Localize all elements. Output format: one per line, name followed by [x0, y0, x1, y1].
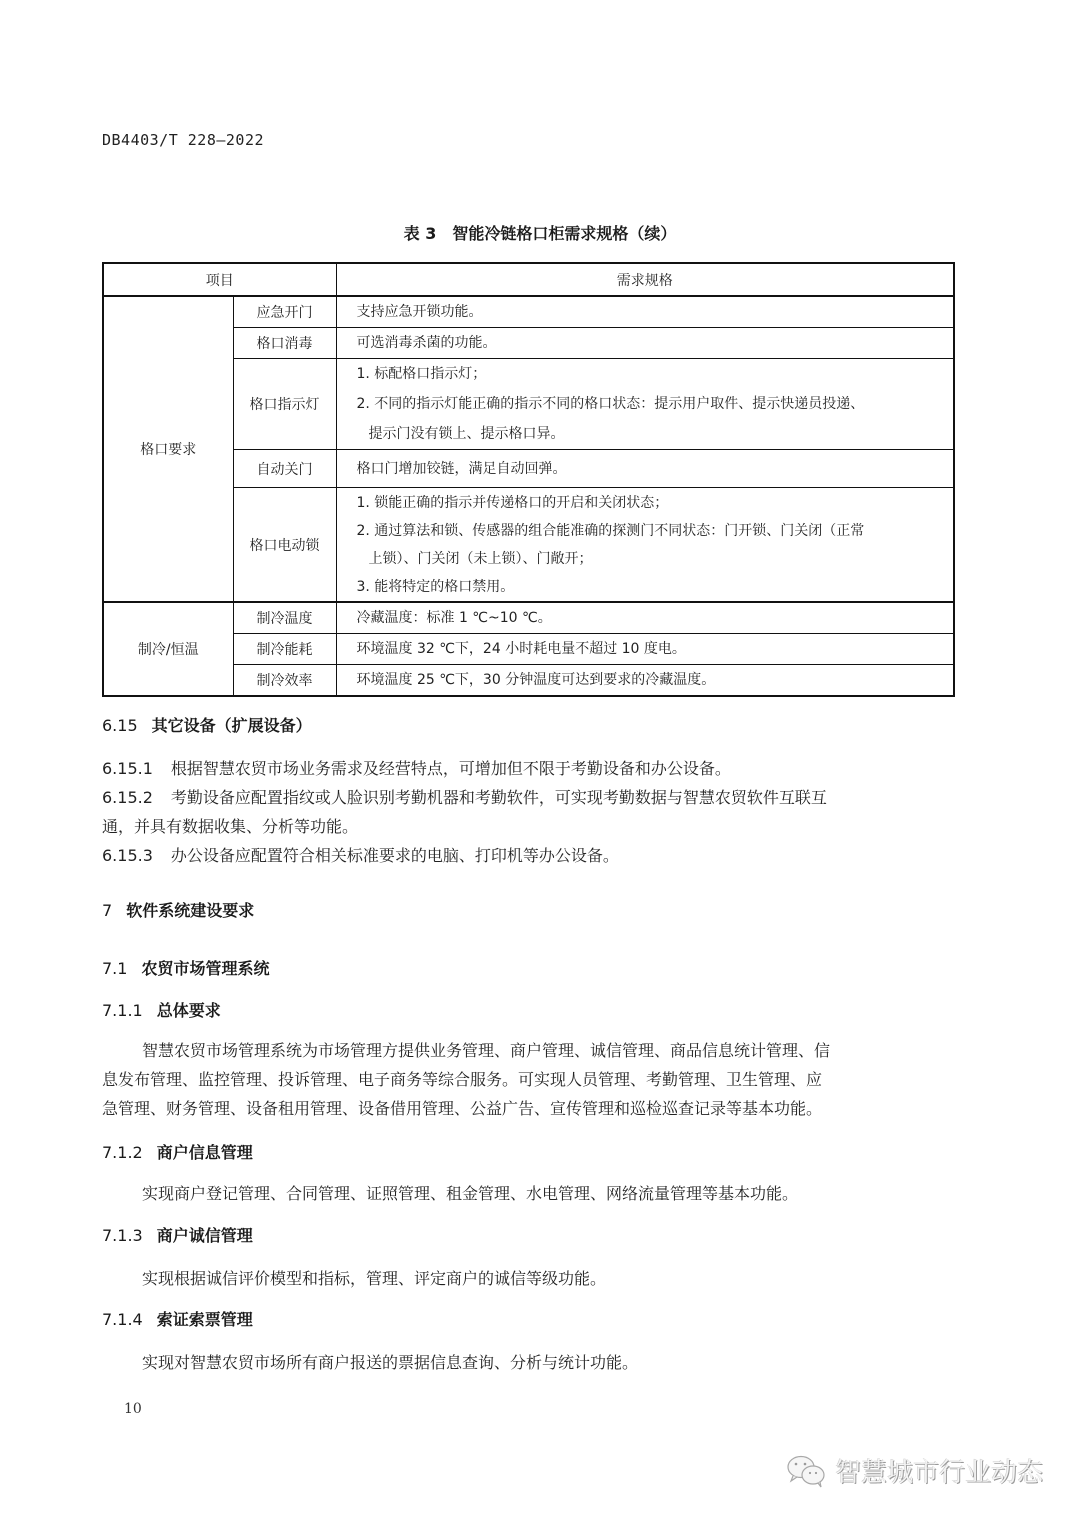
section-number: 7.1 — [102, 959, 128, 978]
section-number: 7.1.1 — [102, 1001, 143, 1020]
spec-line: 冷藏温度：标准 1 ℃~10 ℃。 — [356, 610, 552, 626]
clause-number: 6.15.2 — [102, 788, 153, 807]
spec-line: 环境温度 25 ℃下，30 分钟温度可达到要求的冷藏温度。 — [356, 672, 716, 688]
table-number: 表 3 — [403, 224, 437, 243]
spec-cell — [336, 634, 954, 665]
table-title — [0, 221, 1080, 244]
spec-cell — [336, 665, 954, 697]
table-title-text: 智能冷链格口柜需求规格（续） — [452, 224, 677, 243]
spec-line: 1. 标配格口指示灯； — [356, 366, 487, 382]
heading-6-15 — [102, 713, 312, 736]
heading-7-1-1 — [102, 998, 221, 1021]
paragraph-line: 急管理、财务管理、设备租用管理、设备借用管理、公益广告、宣传管理和巡检巡查记录等基本功能。 — [102, 1099, 823, 1118]
spec-cell — [336, 359, 954, 450]
heading-7-1-3 — [102, 1223, 253, 1246]
spec-line: 3. 能将特定的格口禁用。 — [356, 578, 515, 595]
paragraph-line: 息发布管理、监控管理、投诉管理、电子商务等综合服务。可实现人员管理、考勤管理、卫生管理、应 — [102, 1070, 823, 1089]
section-number: 7 — [102, 901, 113, 920]
item-cell: 格口消毒 — [233, 328, 336, 359]
header-spec: 需求规格 — [336, 263, 954, 296]
item-cell: 格口指示灯 — [233, 359, 336, 450]
section-number: 7.1.3 — [102, 1226, 143, 1245]
paragraph-line: 智慧农贸市场管理系统为市场管理方提供业务管理、商户管理、诚信管理、商品信息统计管理、信 — [142, 1041, 831, 1060]
spec-line: 支持应急开锁功能。 — [356, 304, 483, 320]
heading-7 — [102, 898, 254, 921]
section-number: 6.15 — [102, 716, 138, 735]
spec-line: 提示门没有锁上、提示格口异。 — [368, 426, 565, 442]
paragraph-7-1-4: 实现对智慧农贸市场所有商户报送的票据信息查询、分析与统计功能。 — [142, 1353, 639, 1372]
clause-number: 6.15.1 — [102, 759, 153, 778]
header-item: 项目 — [103, 263, 336, 296]
section-title: 索证索票管理 — [156, 1310, 253, 1329]
spec-cell — [336, 602, 954, 634]
clause-6-15-3 — [102, 843, 619, 866]
item-cell: 制冷效率 — [233, 665, 336, 697]
item-cell: 格口电动锁 — [233, 488, 336, 603]
spec-line: 2. 不同的指示灯能正确的指示不同的格口状态：提示用户取件、提示快递员投递、 — [356, 396, 865, 412]
spec-table — [102, 262, 955, 697]
table-row — [103, 602, 954, 634]
paragraph-7-1-1 — [102, 1036, 830, 1123]
item-cell: 自动关门 — [233, 450, 336, 488]
clause-6-15-2-cont: 通，并具有数据收集、分析等功能。 — [102, 817, 359, 836]
watermark-text: 智慧城市行业动态 — [835, 1458, 1044, 1488]
spec-cell — [336, 328, 954, 359]
page-number: 10 — [124, 1401, 142, 1417]
clause-text: 根据智慧农贸市场业务需求及经营特点，可增加但不限于考勤设备和办公设备。 — [170, 759, 731, 778]
spec-line: 格口门增加铰链，满足自动回弹。 — [356, 460, 567, 477]
item-cell: 制冷温度 — [233, 602, 336, 634]
section-title: 农贸市场管理系统 — [141, 959, 270, 978]
clause-text: 考勤设备应配置指纹或人脸识别考勤机器和考勤软件，可实现考勤数据与智慧农贸软件互联互 — [170, 788, 827, 807]
heading-7-1 — [102, 956, 269, 979]
section-number: 7.1.2 — [102, 1143, 143, 1162]
section-title: 商户信息管理 — [156, 1143, 253, 1162]
category-cell: 格口要求 — [103, 296, 233, 602]
clause-text: 办公设备应配置符合相关标准要求的电脑、打印机等办公设备。 — [170, 846, 619, 865]
watermark — [785, 1452, 1043, 1489]
section-title: 总体要求 — [156, 1001, 221, 1020]
clause-number: 6.15.3 — [102, 846, 153, 865]
category-cell: 制冷/恒温 — [103, 602, 233, 696]
spec-cell — [336, 450, 954, 488]
section-title: 其它设备（扩展设备） — [151, 716, 312, 735]
spec-cell — [336, 296, 954, 328]
table-row — [103, 296, 954, 328]
section-title: 软件系统建设要求 — [126, 901, 255, 920]
spec-line: 可选消毒杀菌的功能。 — [356, 335, 497, 351]
document-code: DB4403/T 228—2022 — [102, 131, 265, 149]
item-cell: 应急开门 — [233, 296, 336, 328]
spec-line: 2. 通过算法和锁、传感器的组合能准确的探测门不同状态：门开锁、门关闭（正常 — [356, 522, 865, 539]
heading-7-1-2 — [102, 1140, 253, 1163]
item-cell: 制冷能耗 — [233, 634, 336, 665]
paragraph-7-1-2: 实现商户登记管理、合同管理、证照管理、租金管理、水电管理、网络流量管理等基本功能。 — [142, 1184, 799, 1203]
clause-6-15-1 — [102, 756, 731, 779]
heading-7-1-4 — [102, 1307, 253, 1330]
section-number: 7.1.4 — [102, 1310, 143, 1329]
spec-line: 环境温度 32 ℃下，24 小时耗电量不超过 10 度电。 — [356, 641, 686, 657]
table-header-row — [103, 263, 954, 296]
spec-line: 上锁）、门关闭（未上锁）、门敞开； — [368, 550, 593, 567]
clause-6-15-2 — [102, 785, 827, 808]
section-title: 商户诚信管理 — [156, 1226, 253, 1245]
spec-cell — [336, 488, 954, 603]
spec-line: 1. 锁能正确的指示并传递格口的开启和关闭状态； — [356, 494, 669, 511]
wechat-icon — [785, 1453, 829, 1489]
paragraph-7-1-3: 实现根据诚信评价模型和指标，管理、评定商户的诚信等级功能。 — [142, 1269, 607, 1288]
